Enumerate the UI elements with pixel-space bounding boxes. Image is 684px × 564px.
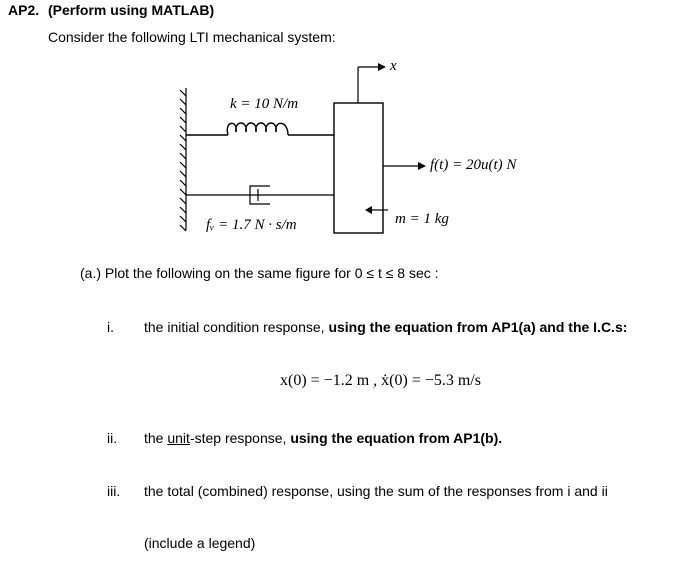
displacement-label: x [390, 58, 397, 74]
item-ii-text-post: -step response, [189, 430, 291, 446]
damper [186, 186, 334, 204]
item-iii-numeral: iii. [107, 483, 121, 499]
wall [180, 88, 186, 231]
problem-intro: Consider the following LTI mechanical system: [48, 29, 336, 45]
problem-number: AP2. [8, 2, 40, 18]
spring-constant-label: k = 10 N/m [230, 96, 299, 112]
displacement-arrow [358, 63, 386, 103]
force-label: f(t) = 20u(t) N [430, 157, 517, 173]
problem-note: (Perform using MATLAB) [48, 2, 215, 18]
initial-conditions-equation: x(0) = −1.2 m , ẋ(0) = −5.3 m/s [280, 372, 481, 389]
item-i-numeral: i. [107, 319, 114, 335]
item-ii-text-underlined: unit [167, 430, 190, 446]
item-ii-numeral: ii. [107, 430, 118, 446]
force-arrow [383, 162, 426, 170]
item-i-text [144, 319, 627, 335]
item-ii-text [144, 430, 502, 446]
item-iii-text: the total (combined) response, using the sum of the responses from i and ii [144, 483, 608, 499]
legend-note: (include a legend) [144, 535, 256, 551]
part-a-prompt: (a.) Plot the following on the same figure for 0 ≤ t ≤ 8 sec : [80, 265, 439, 281]
spring [186, 123, 334, 135]
item-ii-text-bold: using the equation from AP1(b). [290, 430, 503, 446]
item-ii-text-pre: the [144, 430, 168, 446]
item-i-text-plain: the initial condition response, [144, 319, 329, 335]
mass-label: m = 1 kg [395, 211, 449, 227]
mass-block [334, 103, 383, 233]
item-i-text-bold: using the equation from AP1(a) and the I.C.s: [328, 319, 628, 335]
damping-coefficient-label: fᵥ = 1.7 N · s/m [206, 217, 297, 233]
